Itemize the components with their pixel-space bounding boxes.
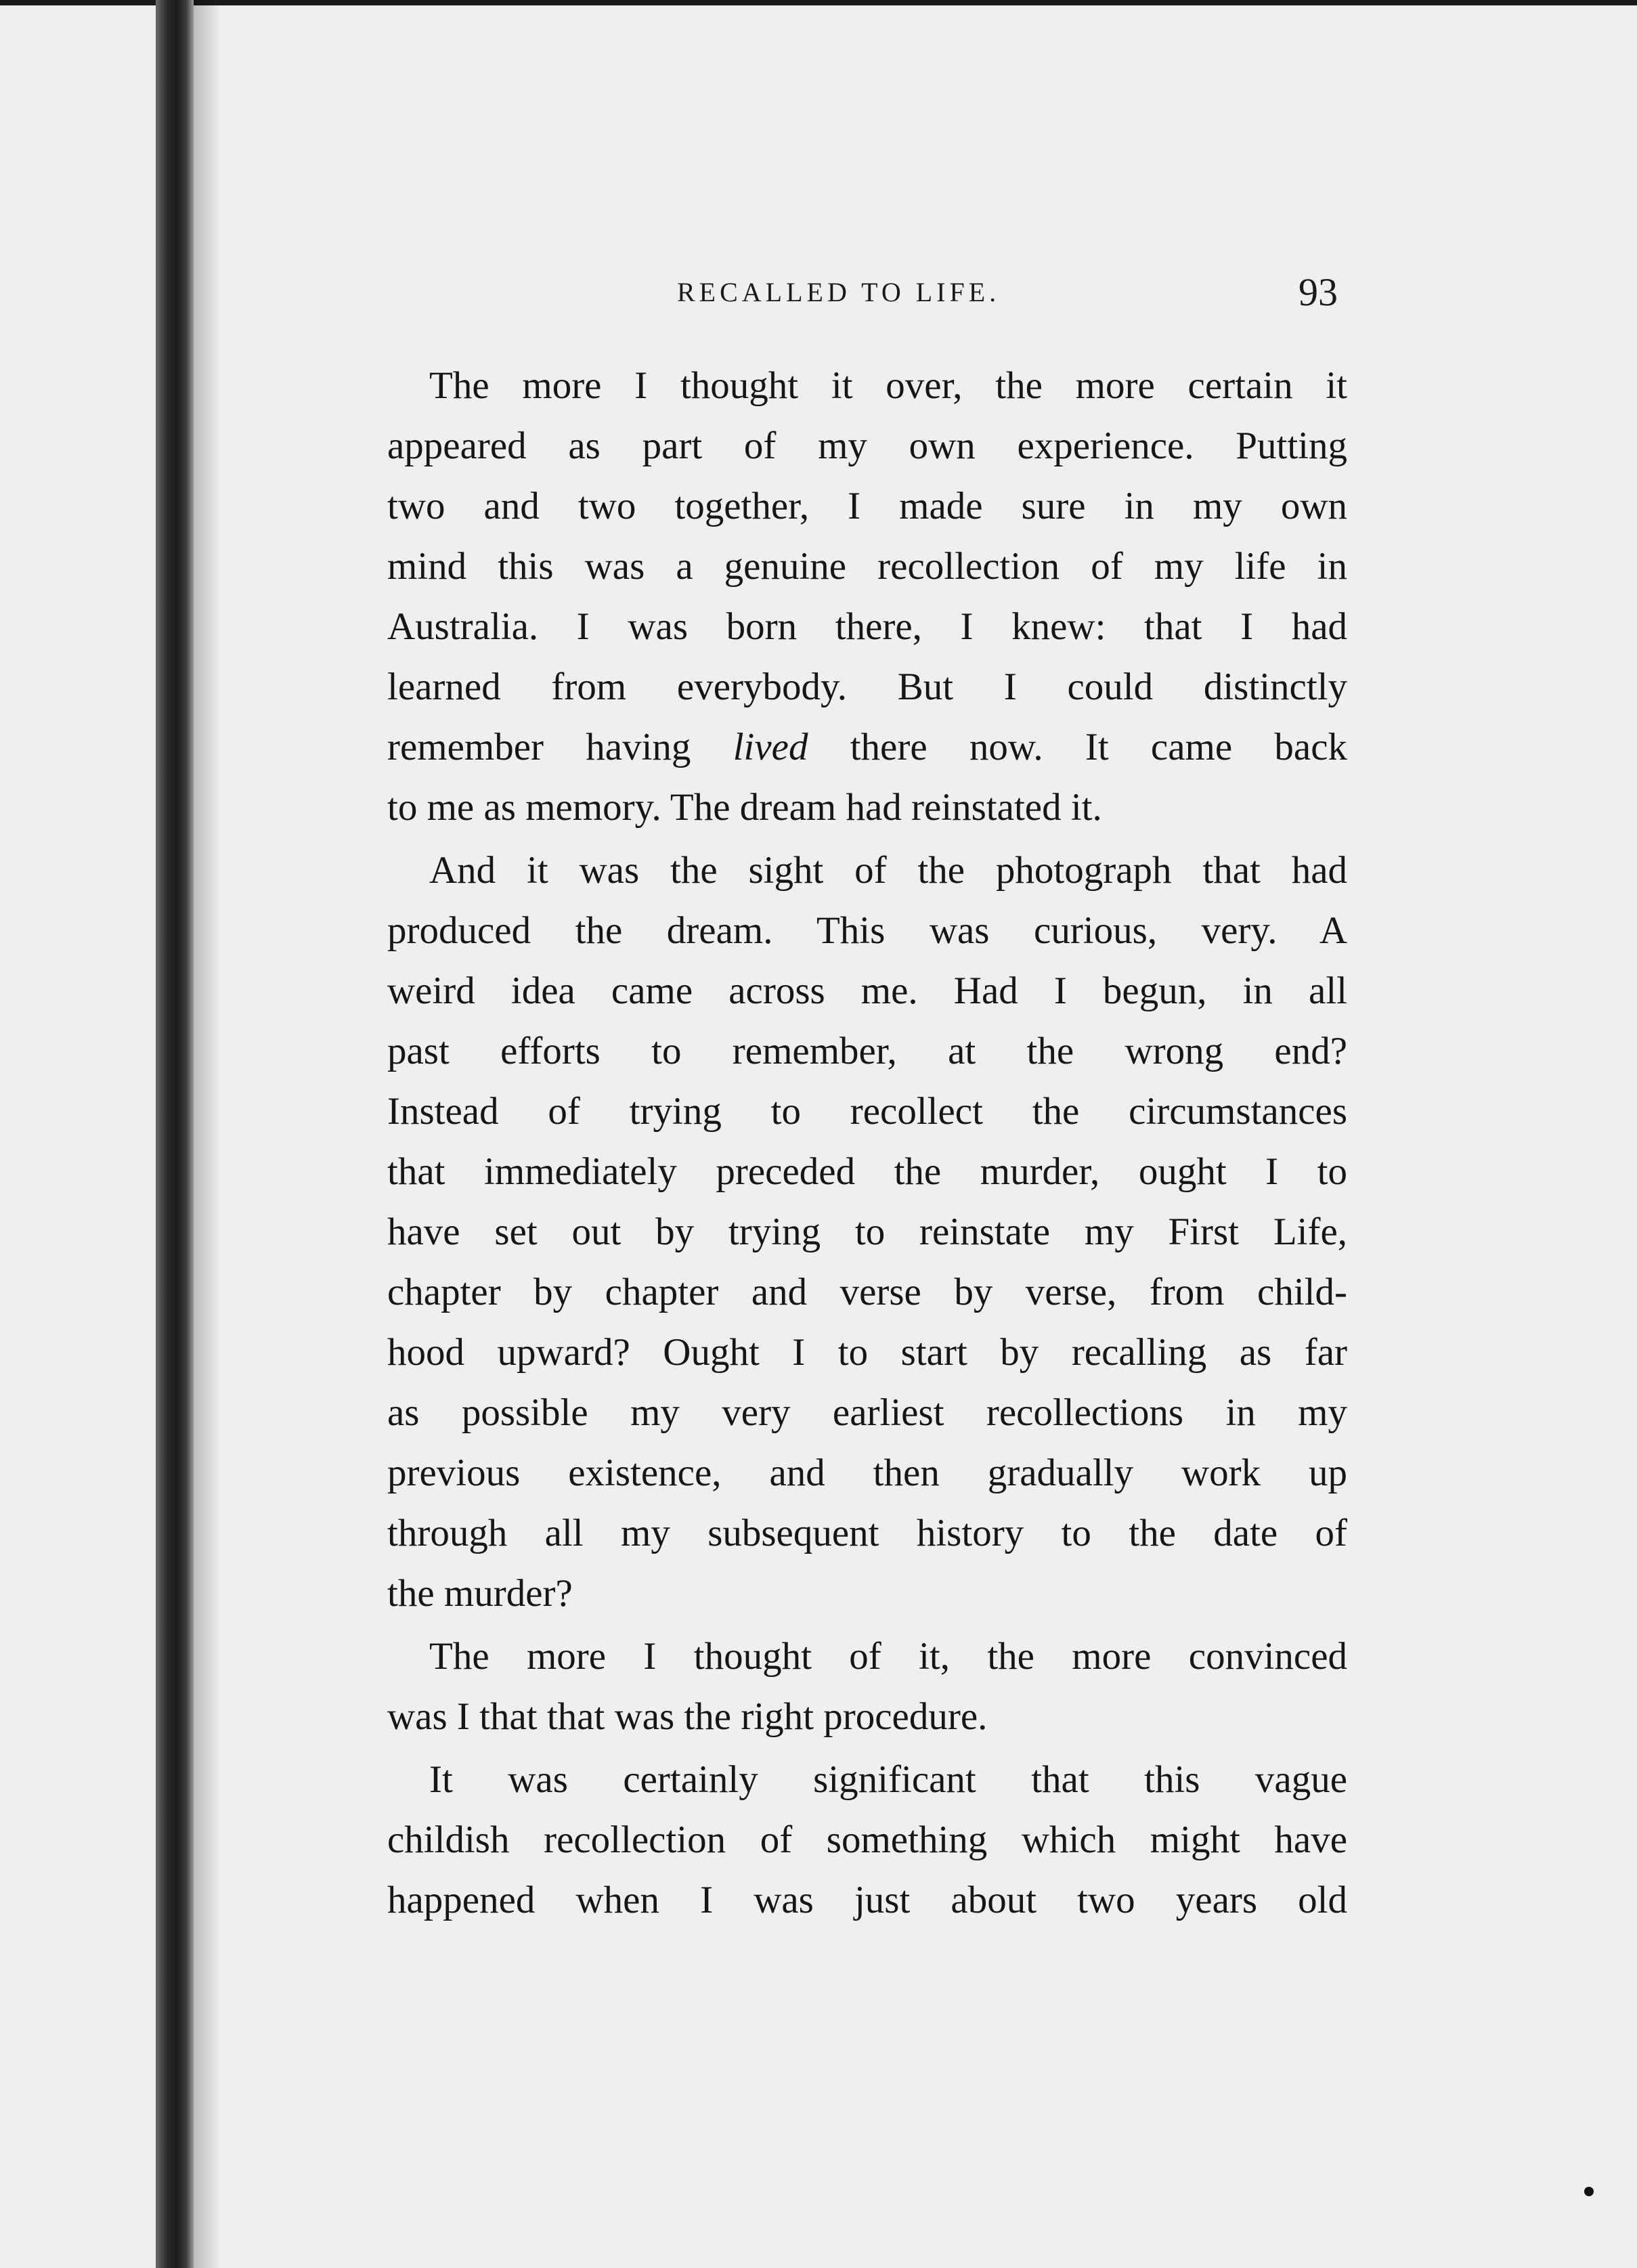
text-line: It was certainly significant that this vague xyxy=(429,1758,1347,1801)
text-line: hood upward? Ought I to start by recalling as far xyxy=(387,1331,1347,1374)
text-line: the murder? xyxy=(387,1572,573,1615)
italic-word: lived xyxy=(733,726,808,768)
gutter-shadow xyxy=(194,0,221,2268)
binding-gutter xyxy=(156,0,194,2268)
text-line: past efforts to remember, at the wrong end? xyxy=(387,1030,1347,1072)
text-line: appeared as part of my own experience. Putting xyxy=(387,424,1347,467)
text-line: happened when I was just about two years old xyxy=(387,1879,1347,1921)
text-line: to me as memory. The dream had reinstated it. xyxy=(387,786,1102,829)
text-line: learned from everybody. But I could distinctly xyxy=(387,666,1347,708)
text-line xyxy=(387,717,1347,777)
text-line: was I that that was the right procedure. xyxy=(387,1695,988,1738)
text-line: The more I thought of it, the more convinced xyxy=(429,1635,1347,1678)
ink-speck xyxy=(1584,2187,1594,2196)
text-segment: there now. It came back xyxy=(808,726,1348,768)
page-top-edge xyxy=(0,0,1637,5)
text-line: chapter by chapter and verse by verse, from child- xyxy=(387,1271,1347,1313)
text-line: Australia. I was born there, I knew: that I had xyxy=(387,605,1347,648)
text-line: And it was the sight of the photograph that had xyxy=(429,849,1347,892)
text-segment: remember having xyxy=(387,726,733,768)
body-text xyxy=(387,355,1347,1930)
text-line: produced the dream. This was curious, very. A xyxy=(387,909,1347,952)
text-line: through all my subsequent history to the date of xyxy=(387,1512,1347,1554)
text-line: childish recollection of something which might have xyxy=(387,1818,1347,1861)
text-line: previous existence, and then gradually work up xyxy=(387,1452,1347,1494)
text-line: as possible my very earliest recollections in my xyxy=(387,1391,1347,1434)
text-line: two and two together, I made sure in my own xyxy=(387,485,1347,527)
text-line: Instead of trying to recollect the circumstances xyxy=(387,1090,1347,1133)
running-head: RECALLED TO LIFE. xyxy=(677,277,1001,307)
page-number: 93 xyxy=(1298,270,1338,314)
text-line: have set out by trying to reinstate my First Life, xyxy=(387,1211,1347,1253)
paragraph xyxy=(387,840,1347,1623)
text-line: The more I thought it over, the more certain it xyxy=(429,364,1347,407)
paragraph xyxy=(387,1626,1347,1747)
paragraph xyxy=(387,1749,1347,1930)
text-line: that immediately preceded the murder, ought I to xyxy=(387,1150,1347,1193)
paragraph xyxy=(387,355,1347,837)
text-line: weird idea came across me. Had I begun, in all xyxy=(387,969,1347,1012)
text-line: mind this was a genuine recollection of my life in xyxy=(387,545,1347,588)
